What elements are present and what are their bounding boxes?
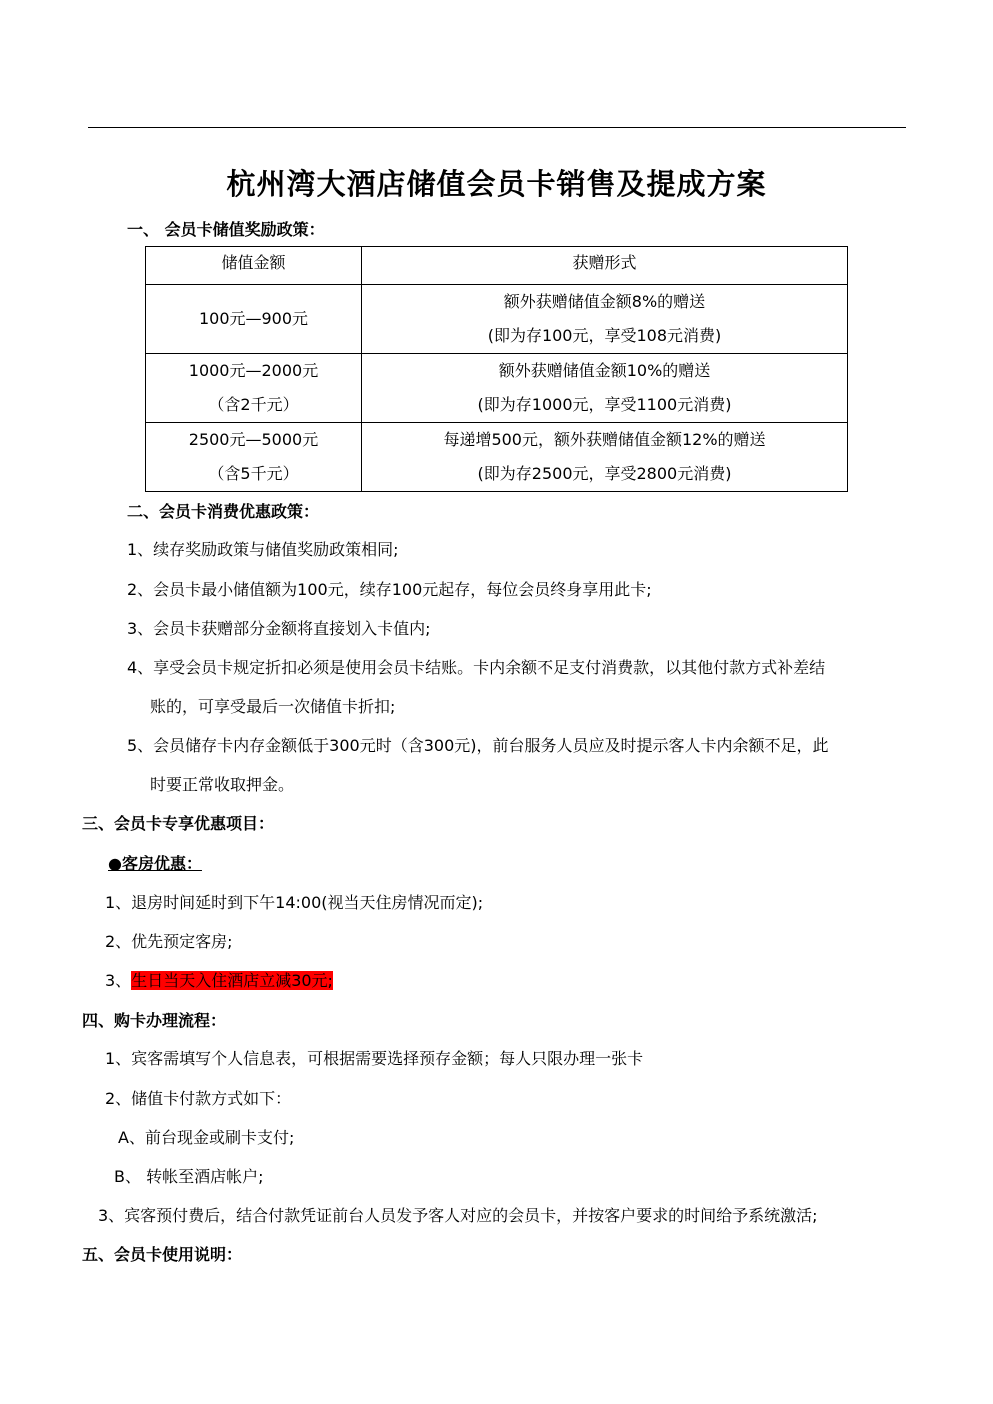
room-benefit-item-3 (105, 968, 333, 991)
bonus-line: 每递增500元，额外获赠储值金额12%的赠送 (443, 430, 766, 449)
birthday-discount-highlight: 生日当天入住酒店立减30元; (131, 971, 333, 990)
payment-option-a: A、前台现金或刷卡支付; (118, 1128, 295, 1147)
bonus-note: (即为存2500元，享受2800元消费) (477, 464, 732, 483)
process-item-1: 1、宾客需填写个人信息表，可根据需要选择预存金额；每人只限办理一张卡 (105, 1049, 644, 1068)
bonus-note: (即为存100元，享受108元消费) (487, 326, 722, 345)
item-3-prefix: 3、 (105, 971, 132, 990)
header-rule (88, 127, 906, 128)
amount-cell (146, 423, 362, 492)
policy-item-3: 3、会员卡获赠部分金额将直接划入卡值内; (127, 619, 431, 638)
room-benefit-subheading: ●客房优惠： (108, 854, 202, 873)
payment-option-b: B、 转帐至酒店帐户; (114, 1167, 264, 1186)
section-4-heading: 四、购卡办理流程： (82, 1011, 227, 1030)
table-header-row (146, 247, 848, 285)
bonus-note: (即为存1000元，享受1100元消费) (477, 395, 732, 414)
amount-note: （含2千元） (208, 395, 299, 414)
room-benefit-item-2: 2、优先预定客房; (105, 932, 233, 951)
amount-cell (146, 285, 362, 354)
reward-policy-table (145, 246, 848, 492)
table-row (146, 354, 848, 423)
table-row (146, 285, 848, 354)
bonus-line: 额外获赠储值金额8%的赠送 (503, 292, 706, 311)
bonus-line: 额外获赠储值金额10%的赠送 (498, 361, 711, 380)
process-item-3: 3、宾客预付费后，结合付款凭证前台人员发予客人对应的会员卡，并按客户要求的时间给予系统激活; (98, 1206, 818, 1225)
section-3-heading: 三、会员卡专享优惠项目： (82, 814, 275, 833)
amount-line: 1000元—2000元 (188, 361, 319, 380)
amount-line: 2500元—5000元 (188, 430, 319, 449)
process-item-2: 2、储值卡付款方式如下： (105, 1089, 292, 1108)
section-1-heading: 一、 会员卡储值奖励政策： (127, 220, 325, 239)
policy-item-2: 2、会员卡最小储值额为100元，续存100元起存，每位会员终身享用此卡; (127, 580, 652, 599)
header-amount: 储值金额 (146, 247, 362, 285)
policy-item-4-cont: 账的，可享受最后一次储值卡折扣; (150, 697, 396, 716)
amount-note: （含5千元） (208, 464, 299, 483)
header-bonus: 获赠形式 (362, 247, 848, 285)
amount-cell (146, 354, 362, 423)
policy-item-5-cont: 时要正常收取押金。 (150, 775, 295, 794)
amount-line: 100元—900元 (198, 309, 309, 328)
section-5-heading: 五、会员卡使用说明： (82, 1245, 243, 1264)
bonus-cell (362, 285, 848, 354)
section-2-heading: 二、会员卡消费优惠政策： (127, 502, 320, 521)
bonus-cell (362, 423, 848, 492)
bonus-cell (362, 354, 848, 423)
room-benefit-item-1: 1、退房时间延时到下午14:00(视当天住房情况而定); (105, 893, 484, 912)
policy-item-1: 1、续存奖励政策与储值奖励政策相同; (127, 540, 399, 559)
document-title: 杭州湾大酒店储值会员卡销售及提成方案 (226, 167, 767, 201)
policy-item-4: 4、享受会员卡规定折扣必须是使用会员卡结账。卡内余额不足支付消费款，以其他付款方式补差结 (127, 658, 826, 677)
table-row (146, 423, 848, 492)
policy-item-5: 5、会员储存卡内存金额低于300元时（含300元)，前台服务人员应及时提示客人卡内余额不足，此 (127, 736, 829, 755)
